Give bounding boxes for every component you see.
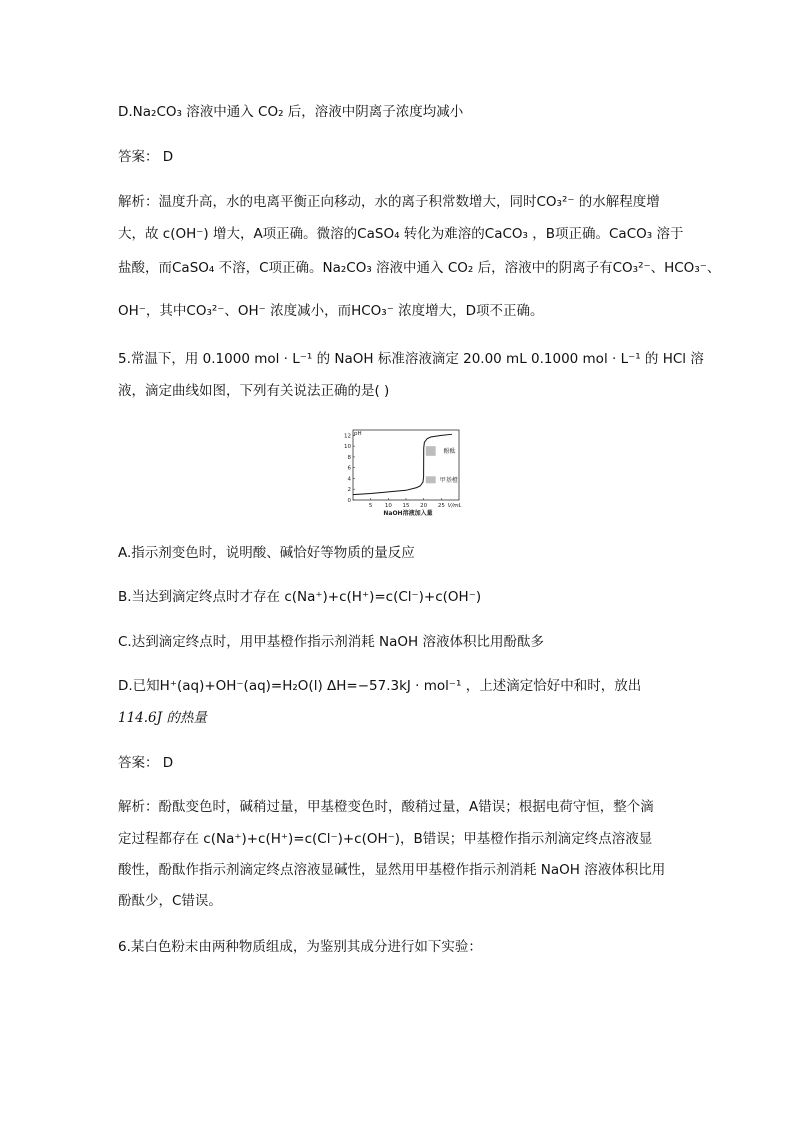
methyl-orange-label: 甲基橙 <box>439 476 458 484</box>
methyl-orange-band <box>426 476 436 483</box>
option-d2-line-1: D.已知H⁺(aq)+OH⁻(aq)=H₂O(l) ΔH=−57.3kJ · mol⁻¹ ，上述滴定恰好中和时，放出 <box>118 678 642 694</box>
y-tick-label: 10 <box>344 444 351 451</box>
phenolphthalein-label: 酚酞 <box>443 448 456 455</box>
answer-label: 答案： D <box>118 149 174 165</box>
explanation-line-1: 解析：温度升高，水的电离平衡正向移动，水的离子积常数增大，同时CO₃²⁻ 的水解程度增 <box>118 194 660 210</box>
option-d2-line-2: 114.6J 的热量 <box>118 710 207 726</box>
option-c-text: C.达到滴定终点时，用甲基橙作指示剂消耗 NaOH 溶液体积比用酚酞多 <box>118 634 544 650</box>
explanation2-line-1: 解析：酚酞变色时，碱稍过量，甲基橙变色时，酸稍过量，A错误；根据电荷守恒，整个滴 <box>118 799 654 815</box>
question-5-line-2: 液，滴定曲线如图，下列有关说法正确的是( ) <box>118 383 390 399</box>
x-tick-label: 15 <box>402 503 410 509</box>
x-tick-label: 5 <box>368 503 373 509</box>
explanation-line-3: 盐酸，而CaSO₄ 不溶，C项正确。Na₂CO₃ 溶液中通入 CO₂ 后，溶液中的阴离子有CO₃²⁻、HCO₃⁻、 <box>118 260 721 276</box>
explanation2-line-4: 酚酞少，C错误。 <box>118 893 222 909</box>
x-tick-label: 10 <box>384 503 392 509</box>
option-a-text: A.指示剂变色时，说明酸、碱恰好等物质的量反应 <box>118 545 415 561</box>
x-axis-unit: V/mL <box>447 503 462 509</box>
y-tick-label: 2 <box>347 487 351 494</box>
plot-frame <box>353 430 459 500</box>
titration-curve-svg <box>339 426 467 518</box>
explanation-line-4: OH⁻，其中CO₃²⁻、OH⁻ 浓度减小，而HCO₃⁻ 浓度增大，D项不正确。 <box>118 303 544 319</box>
question-6-text: 6.某白色粉末由两种物质组成，为鉴别其成分进行如下实验： <box>118 939 482 955</box>
explanation2-line-2: 定过程都存在 c(Na⁺)+c(H⁺)=c(Cl⁻)+c(OH⁻)，B错误；甲基橙作指示剂滴定终点溶液显 <box>118 831 653 847</box>
titration-curve-chart <box>339 426 467 522</box>
y-tick-label: 12 <box>344 433 351 440</box>
explanation-line-2: 大，故 c(OH⁻) 增大，A项正确。微溶的CaSO₄ 转化为难溶的CaCO₃ ，B项正确。CaCO₃ 溶于 <box>118 226 684 242</box>
x-tick-label: 25 <box>437 503 445 509</box>
option-d-text: D.Na₂CO₃ 溶液中通入 CO₂ 后，溶液中阴离子浓度均减小 <box>118 104 464 120</box>
question-5-line-1: 5.常温下，用 0.1000 mol · L⁻¹ 的 NaOH 标准溶液滴定 20.00 mL 0.1000 mol · L⁻¹ 的 HCl 溶 <box>118 351 704 367</box>
x-tick-label: 20 <box>420 503 428 509</box>
explanation2-line-3: 酸性，酚酞作指示剂滴定终点溶液显碱性，显然用甲基橙作指示剂消耗 NaOH 溶液体积比用 <box>118 862 666 878</box>
y-tick-label: 0 <box>347 498 351 504</box>
y-axis-label: pH <box>354 431 362 437</box>
answer-label-2: 答案： D <box>118 755 174 771</box>
y-tick-label: 6 <box>347 465 351 472</box>
x-axis-label: NaOH溶液加入量 <box>383 510 433 517</box>
phenolphthalein-band <box>426 446 436 456</box>
option-b-text: B.当达到滴定终点时才存在 c(Na⁺)+c(H⁺)=c(Cl⁻)+c(OH⁻) <box>118 589 482 605</box>
y-tick-label: 4 <box>347 476 351 483</box>
y-tick-label: 8 <box>347 454 351 461</box>
